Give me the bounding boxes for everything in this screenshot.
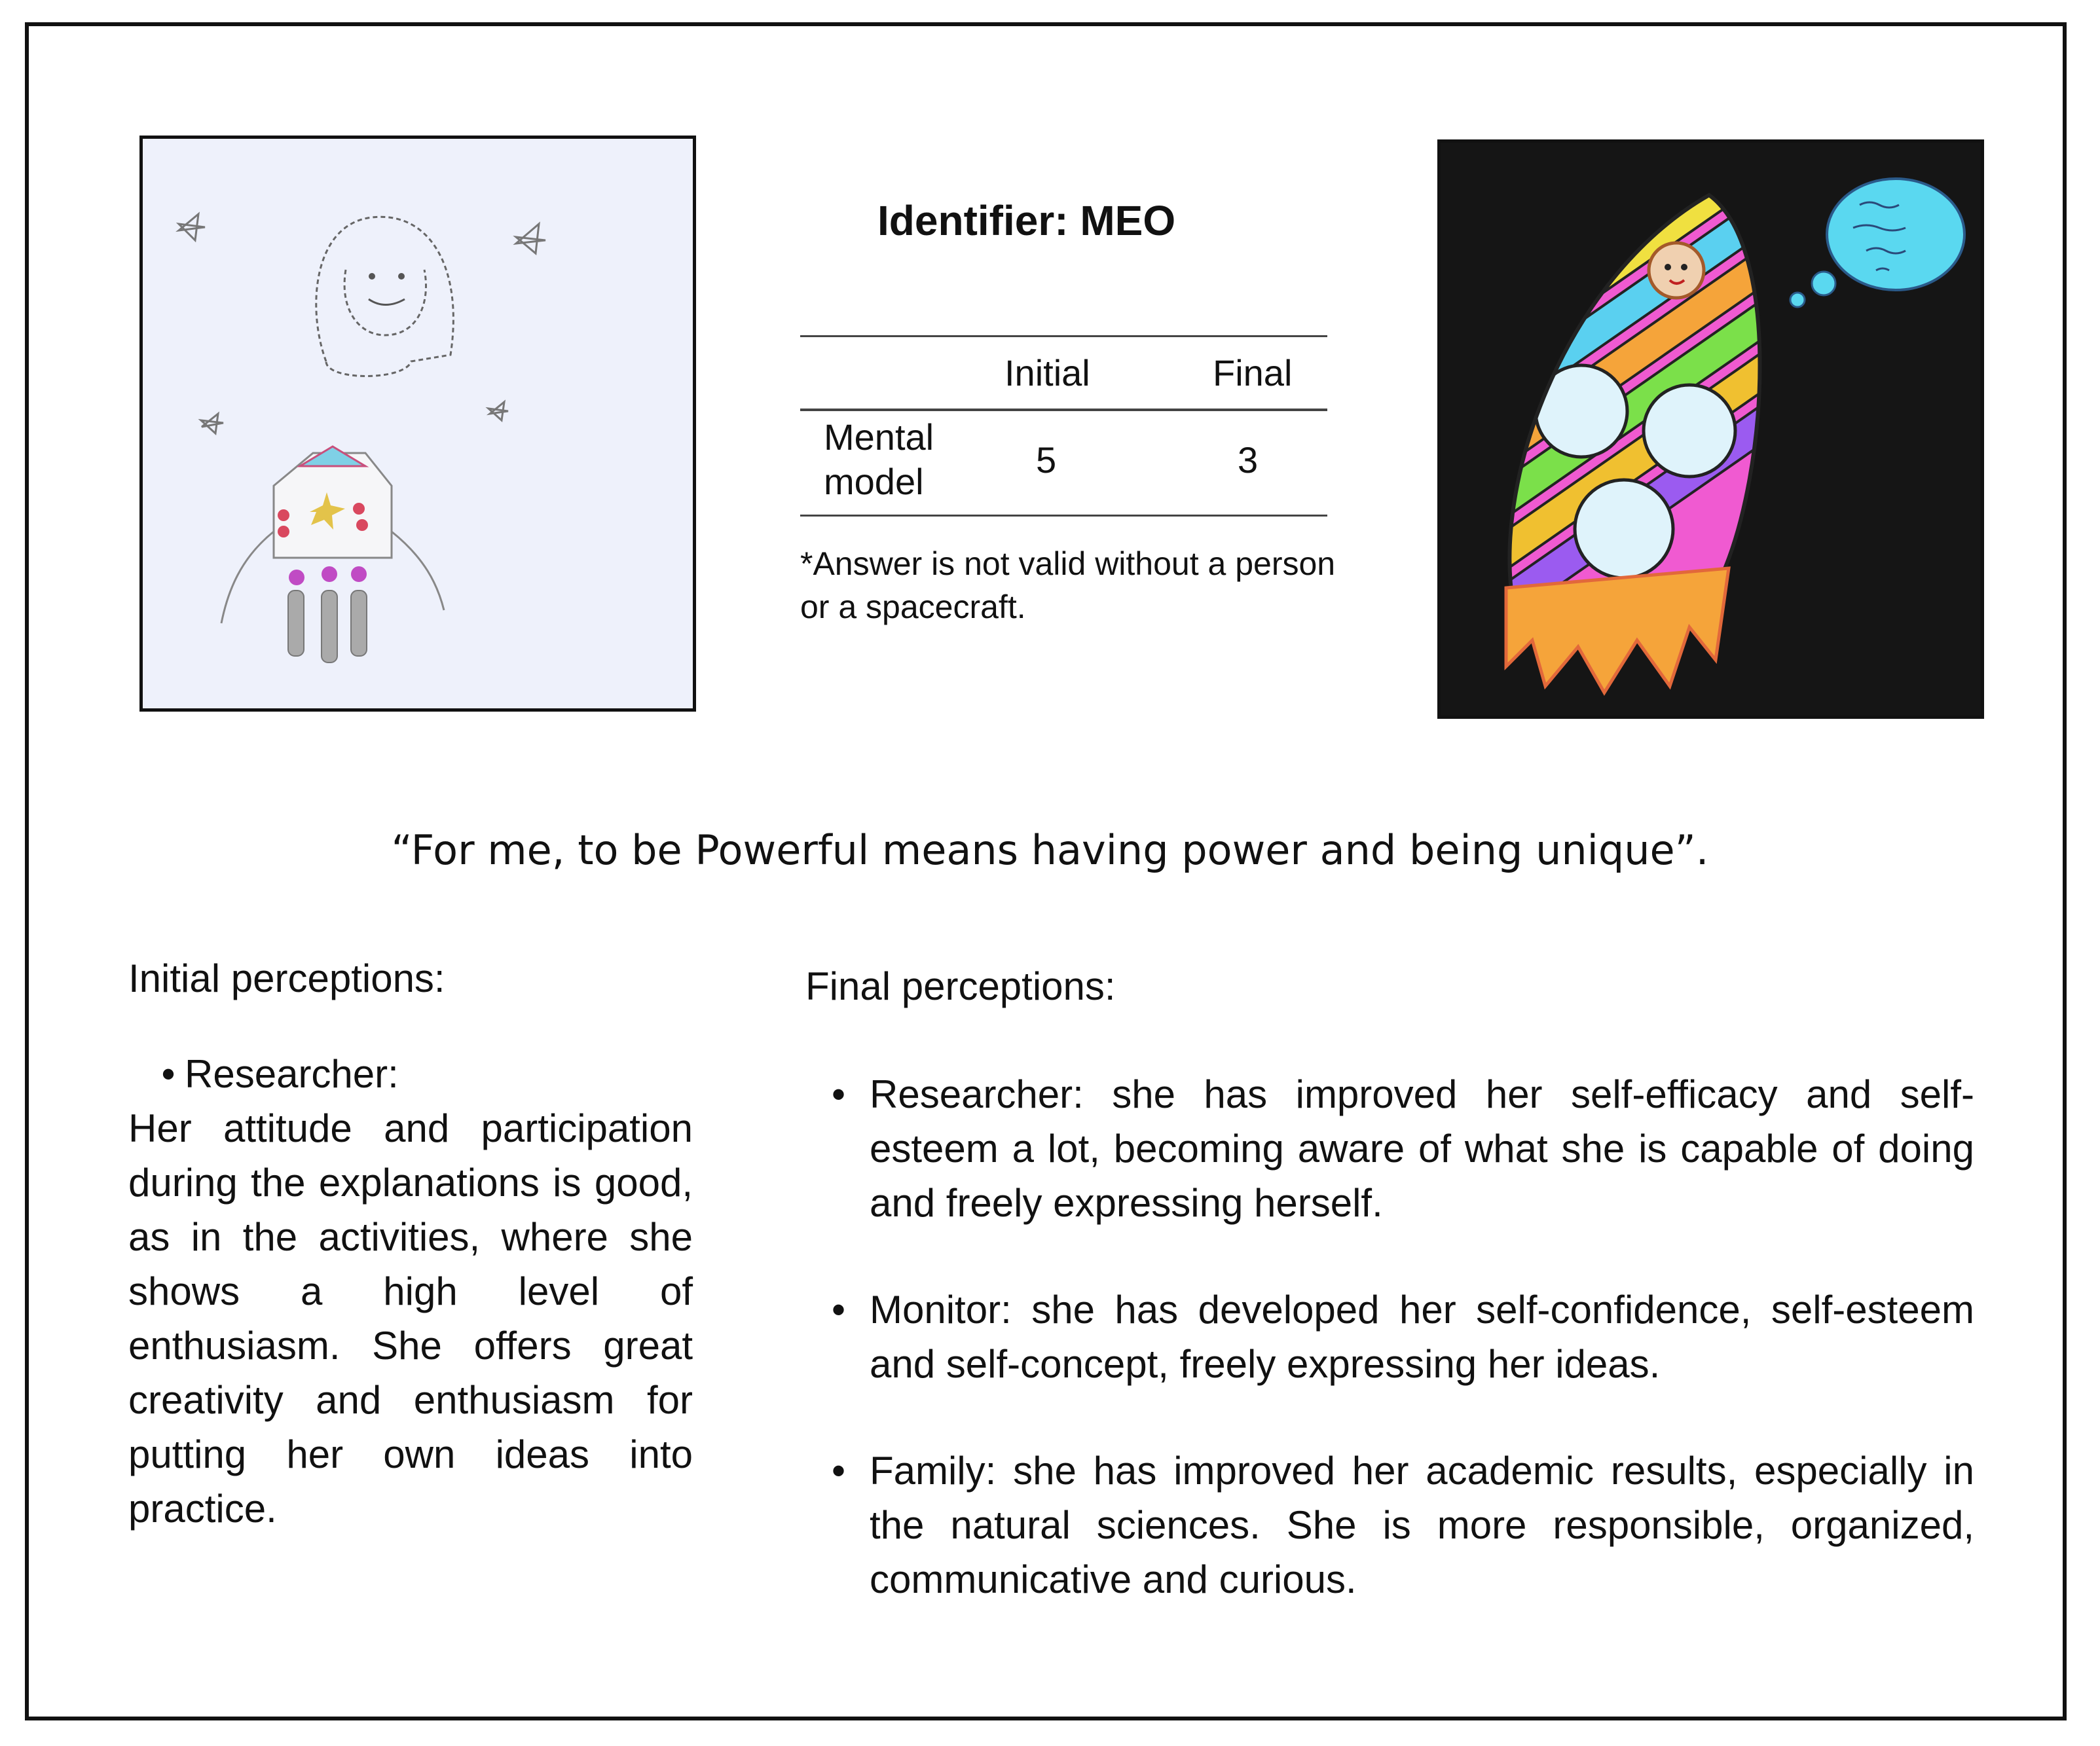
row-label-mental-model [824, 415, 934, 504]
initial-perceptions-title: Initial perceptions: [128, 956, 445, 1000]
drawing-initial-sketch [143, 139, 693, 708]
drawing-initial [139, 136, 696, 712]
bullet-marker: • [161, 1052, 175, 1096]
bullet-marker: • [832, 1072, 846, 1116]
quote: “For me, to be Powerful means having power and being unique”. [391, 826, 1709, 874]
final-item-text: Researcher: she has improved her self-efficacy and self-esteem a lot, becoming aware of what she is capable of doing and freely expressing herself. [870, 1072, 1974, 1225]
drawing-final [1437, 139, 1984, 719]
value-final: 3 [1238, 439, 1259, 481]
drawing-final-sketch [1441, 143, 1981, 716]
final-perceptions-title: Final perceptions: [805, 964, 1116, 1008]
bullet-marker: • [832, 1449, 846, 1493]
table-bottom-rule [800, 515, 1327, 517]
initial-bullet-label: Researcher: [185, 1052, 399, 1096]
table-mid-rule [800, 409, 1327, 411]
col-header-final: Final [1213, 352, 1293, 393]
final-item [832, 1067, 1974, 1230]
table-top-rule [800, 335, 1327, 337]
identifier-title: Identifier: MEO [877, 197, 1176, 244]
final-item [832, 1282, 1974, 1391]
initial-perceptions [128, 1047, 693, 1536]
row-label-line-2: model [824, 461, 924, 502]
final-item-text: Family: she has improved her academic results, especially in the natural sciences. She is more responsible, organized, communicative and curious. [870, 1449, 1974, 1601]
initial-paragraph: Her attitude and participation during the explanations is good, as in the activities, where she shows a high level of enthusiasm. She offers great creativity and enthusiasm for putting her own ideas into practice. [128, 1106, 693, 1531]
col-header-initial: Initial [1004, 352, 1090, 393]
final-perceptions [832, 1067, 1974, 1659]
final-item-text: Monitor: she has developed her self-confidence, self-esteem and self-concept, freely expressing her ideas. [870, 1288, 1974, 1386]
footnote-line-2: or a spacecraft. [800, 589, 1026, 625]
initial-bullet [128, 1047, 693, 1101]
footnote-line-1: *Answer is not valid without a person [800, 545, 1336, 582]
final-item [832, 1444, 1974, 1607]
footnote [800, 542, 1390, 628]
row-label-line-1: Mental [824, 416, 934, 458]
bullet-marker: • [832, 1288, 846, 1332]
value-initial: 5 [1036, 439, 1057, 481]
